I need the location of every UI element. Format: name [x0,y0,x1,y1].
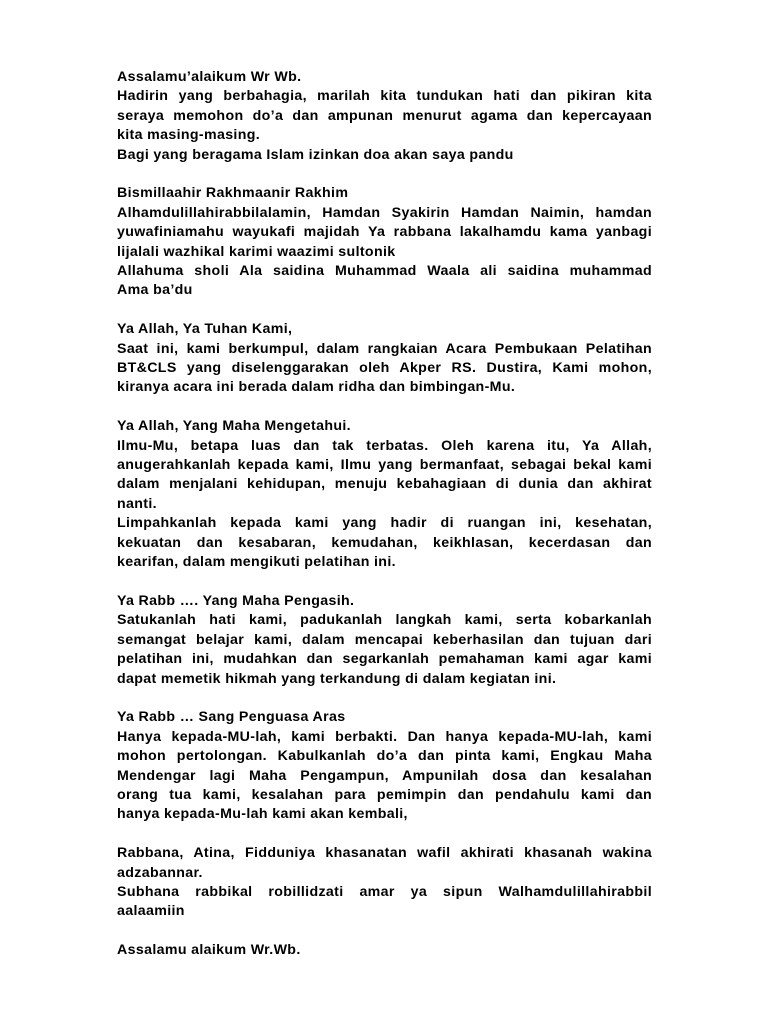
paragraph-greeting [117,68,652,165]
document-page [117,68,652,980]
text-line: hanya kepada-Mu-lah kami akan kembali, [117,806,408,823]
text-line: Assalamu alaikum Wr.Wb. [117,942,301,959]
paragraph-ya-allah [117,320,652,398]
text-line: nanti. [117,495,157,512]
text-line: Satukanlah hati kami, padukanlah langkah kami, serta kobarkanlah [117,612,652,629]
text-line: Hanya kepada-MU-lah, kami berbakti. Dan hanya kepada-MU-lah, kami [117,728,652,745]
text-line: Hadirin yang berbahagia, marilah kita tundukan hati dan pikiran kita [117,88,652,105]
text-line: mohon pertolongan. Kabulkanlah do’a dan pinta kami, Engkau Maha [117,748,652,765]
text-line: Mendengar lagi Maha Pengampun, Ampunilah dosa dan kesalahan [117,767,652,784]
text-line: Ama ba’du [117,282,193,299]
text-line: semangat belajar kami, dalam mencapai keberhasilan dan tujuan dari [117,631,652,648]
text-line: kearifan, dalam mengikuti pelatihan ini. [117,554,396,571]
text-line: kekuatan dan kesabaran, kemudahan, keikhlasan, kecerdasan dan [117,534,652,551]
text-line: pelatihan ini, mudahkan dan segarkanlah pemahaman kami agar kami [117,651,652,668]
text-line: Limpahkanlah kepada kami yang hadir di ruangan ini, kesehatan, [117,515,652,532]
paragraph-maha-mengetahui [117,417,652,572]
text-line: Allahuma sholi Ala saidina Muhammad Waala ali saidina muhammad [117,263,652,280]
paragraph-bismillah [117,184,652,300]
paragraph-rabbana [117,844,652,922]
text-line: Subhana rabbikal robillidzati amar ya sipun Walhamdulillahirabbil [117,883,652,900]
text-line: adzabannar. [117,864,203,881]
text-line: yuwafiniamahu wayukafi majidah Ya rabbana lakalhamdu kama yanbagi [117,224,652,241]
paragraph-maha-pengasih [117,592,652,689]
paragraph-closing [117,941,652,960]
paragraph-sang-penguasa [117,708,652,824]
text-line: orang tua kami, kesalahan para pemimpin dan pendahulu kami dan [117,786,652,803]
text-line: Assalamu’alaikum Wr Wb. [117,69,302,85]
text-line: Bagi yang beragama Islam izinkan doa akan saya pandu [117,146,514,163]
text-line: dalam menjalani kehidupan, menuju kebahagiaan di dunia dan akhirat [117,476,652,493]
text-line: aalaamiin [117,903,185,920]
text-line: Ya Allah, Ya Tuhan Kami, [117,321,293,338]
text-line: Bismillaahir Rakhmaanir Rakhim [117,185,349,202]
text-line: kita masing-masing. [117,127,261,144]
text-line: dapat memetik hikmah yang terkandung di dalam kegiatan ini. [117,670,557,687]
text-line: Rabbana, Atina, Fidduniya khasanatan wafil akhirati khasanah wakina [117,845,652,862]
text-line: seraya memohon do’a dan ampunan menurut agama dan kepercayaan [117,107,652,124]
text-line: lijalali wazhikal karimi waazimi sultonik [117,243,396,260]
text-line: Alhamdulillahirabbilalamin, Hamdan Syakirin Hamdan Naimin, hamdan [117,204,652,221]
text-line: Ya Rabb … Sang Penguasa Aras [117,709,346,726]
text-line: Ya Rabb …. Yang Maha Pengasih. [117,592,355,609]
text-line: Saat ini, kami berkumpul, dalam rangkaian Acara Pembukaan Pelatihan [117,340,652,357]
text-line: kiranya acara ini berada dalam ridha dan bimbingan-Mu. [117,379,516,396]
text-line: Ya Allah, Yang Maha Mengetahui. [117,418,351,435]
text-line: Ilmu-Mu, betapa luas dan tak terbatas. Oleh karena itu, Ya Allah, [117,437,652,454]
text-line: anugerahkanlah kepada kami, Ilmu yang bermanfaat, sebagai bekal kami [117,457,652,474]
text-line: BT&CLS yang diselenggarakan oleh Akper RS. Dustira, Kami mohon, [117,360,652,377]
